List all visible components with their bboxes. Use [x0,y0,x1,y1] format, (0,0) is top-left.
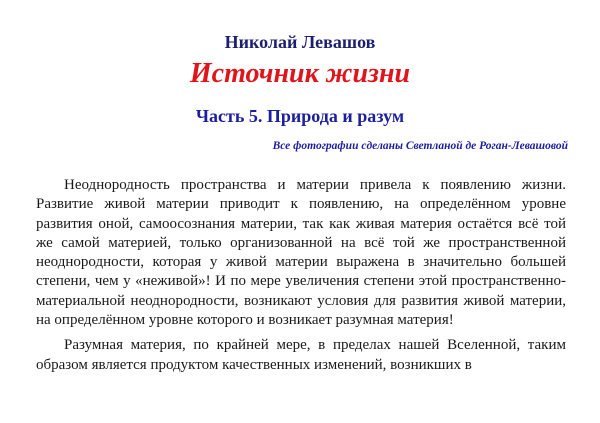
body-text [36,176,566,381]
paragraph: Разумная материя, по крайней мере, в пределах нашей Вселенной, таким образом является продуктом качественных изменений, возникших в [36,337,566,373]
photo-credit: Все фотографии сделаны Светланой де Роган-Левашовой [272,140,568,152]
book-title: Источник жизни [189,58,411,89]
paragraph: Неоднородность пространства и материи привела к появлению жизни. Развитие живой материи приводит к появлению, на определённом уровне развития оной, самоосознания материи, так как живая материя остаётся всё той же самой материей, только организованной на всё той же пространственной неоднородности, которая у живой материи выражена в значительно большей степени, чем у «неживой»! И по мере увеличения степени этой пространственно-материальной неоднородности, возникают условия для развития живой материи, на определённом уровне которого и возникает разумная материя! [36,177,566,329]
part-heading: Часть 5. Природа и разум [195,106,405,126]
author-name: Николай Левашов [224,32,376,52]
